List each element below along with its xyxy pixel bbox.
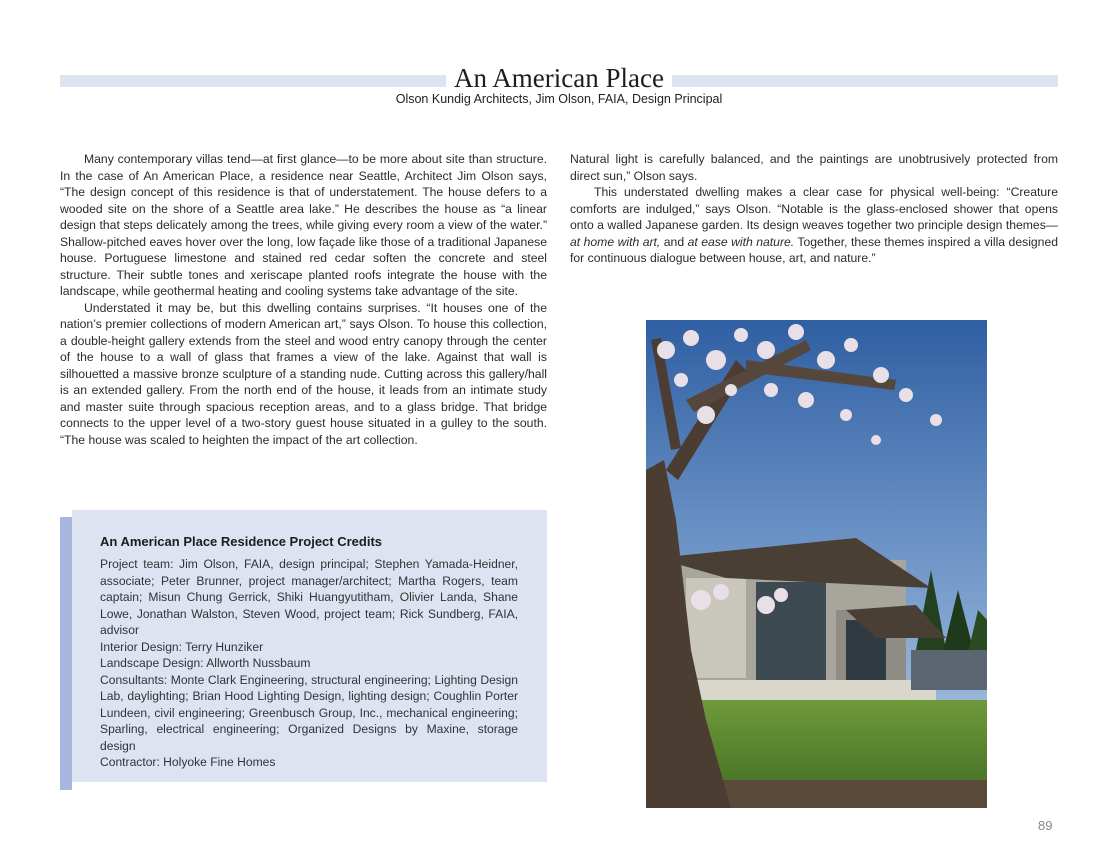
paragraph: This understated dwelling makes a clear case for physical well-being: “Creature comforts are indulged,” says Olson. “Notable is the glass-enclosed shower that opens onto a walled Japanese garden. Its design weaves together two principle design themes—at home with art, and at ease with nature. Together, these themes inspired a villa designed for continuous dialogue between house, art, and nature.” — [570, 185, 1059, 265]
project-credits-box — [72, 510, 547, 782]
page-title: An American Place — [0, 62, 1118, 94]
paragraph: Many contemporary villas tend—at first glance—to be more about site than structure. In the case of An American Place, a residence near Seattle, Architect Jim Olson says, “The design concept of this residence is that of understatement. The house defers to a wooded site on the shore of a Seattle area lake.” He describes the house as “a linear design that steps delicately among the trees, while giving every room a view of the water.” Shallow-pitched eaves hover over the long, low façade like those of a traditional Japanese house. Portuguese limestone and stained red cedar soften the concrete and steel structure. Their subtle tones and xeriscape planted roofs integrate the house with the landscape, while geothermal heating and cooling systems take advantage of the site. — [60, 152, 547, 298]
body-column-left — [60, 151, 547, 448]
credits-accent-bar — [60, 517, 72, 790]
house-photo — [646, 320, 987, 808]
credits-title: An American Place Residence Project Credits — [100, 534, 383, 549]
credits-contractor: Contractor: Holyoke Fine Homes — [100, 755, 276, 769]
paragraph: Natural light is carefully balanced, and the paintings are unobtrusively protected from direct sun,” Olson says. — [570, 152, 1058, 183]
page-subtitle: Olson Kundig Architects, Jim Olson, FAIA, Design Principal — [395, 92, 723, 106]
credits-landscape: Landscape Design: Allworth Nussbaum — [100, 656, 311, 670]
emphasis: at home with art, — [570, 234, 661, 249]
credits-body — [100, 556, 518, 771]
credits-project-team: Project team: Jim Olson, FAIA, design principal; Stephen Yamada-Heidner, associate; Peter Brunner, project manager/architect; Martha Rogers, team captain; Misun Chung Gerrick, Shiki Huangyutitham, Olivier Landa, Shane Lowe, Jonathan Walston, Steven Wood, project team; Rick Sundberg, FAIA, advisor — [100, 557, 518, 637]
page-number: 89 — [1038, 818, 1053, 833]
credits-interior: Interior Design: Terry Hunziker — [100, 639, 264, 654]
body-column-right — [570, 151, 1058, 267]
credits-consultants: Consultants: Monte Clark Engineering, structural engineering; Lighting Design Lab, daylighting; Brian Hood Lighting Design, lighting design; Coughlin Porter Lundeen, civil engineering; Greenbusch Group, Inc., mechanical engineering; Sparling, electrical engineering; Organized Designs by Maxine, storage design — [100, 672, 518, 753]
paragraph: Understated it may be, but this dwelling contains surprises. “It houses one of the nation’s premier collections of modern American art,” says Olson. To house this collection, a double-height gallery extends from the steel and wood entry canopy through the center of the house to a wall of glass that frames a view of the lake. Against that wall is silhouetted a massive bronze sculpture of a standing nude. Cutting across this gallery/hall is an extended gallery. From the north end of the house, it leads from an intimate study and master suite through spacious reception areas, and to a glass bridge. That bridge connects to the upper level of a two-story guest house situated in a gulley to the south. “The house was scaled to heighten the impact of the art collection. — [60, 300, 547, 447]
emphasis: at ease with nature. — [687, 234, 795, 249]
